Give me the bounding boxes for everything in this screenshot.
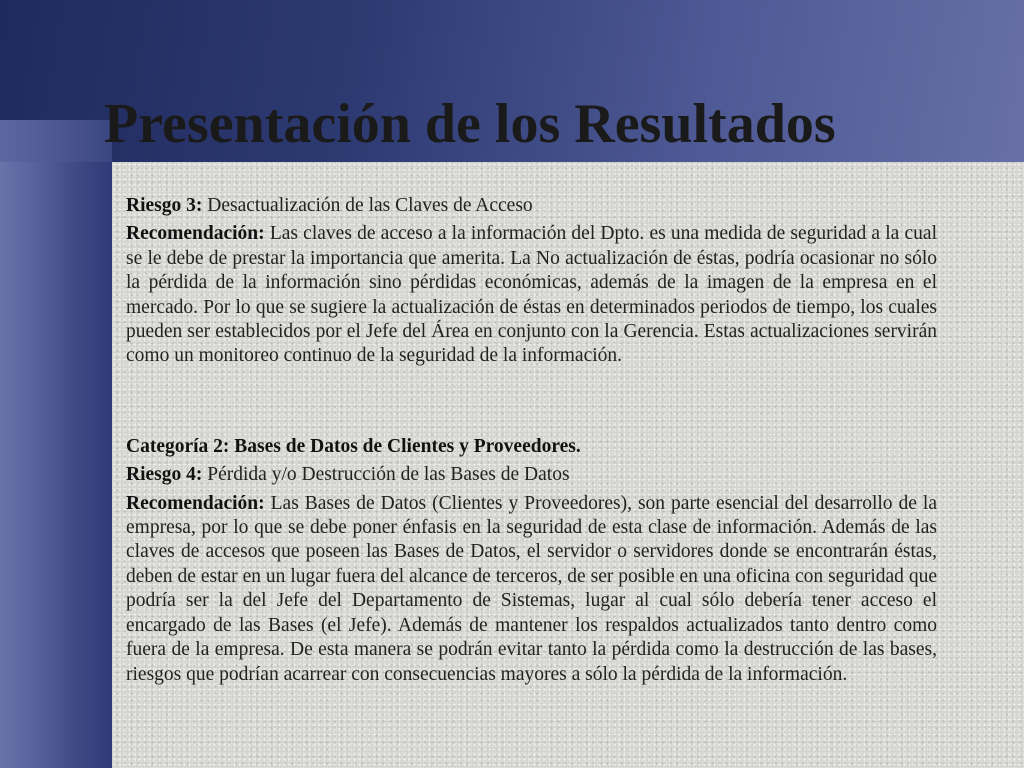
recomendacion-1-label: Recomendación: xyxy=(126,223,265,245)
paragraph-spacer xyxy=(126,373,937,435)
categoria-2-paragraph xyxy=(126,435,937,459)
riesgo-4-paragraph xyxy=(126,463,937,487)
riesgo-3-label: Riesgo 3: xyxy=(126,195,203,216)
left-sidebar-band xyxy=(0,162,112,768)
slide-title: Presentación de los Resultados xyxy=(104,93,836,155)
categoria-2-heading: Categoría 2: Bases de Datos de Clientes y Proveedores. xyxy=(126,435,581,457)
recomendacion-1-paragraph xyxy=(126,222,937,368)
riesgo-3-text: Desactualización de las Claves de Acceso xyxy=(202,195,533,216)
recomendacion-1-text: Las claves de acceso a la información del Dpto. es una medida de seguridad a la cual se le debe de prestar la importancia que amerita. La No actualización de éstas, podría ocasionar no sólo la pérdida de la información sino pérdidas económicas, además de la imagen de la empresa en el mercado. Por lo que se sugiere la actualización de éstas en determinados periodos de tiempo, los cuales pueden ser establecidos por el Jefe del Área en conjunto con la Gerencia. Estas actualizaciones servirán como un monitoreo continuo de la seguridad de la información. xyxy=(126,223,937,367)
slide-body xyxy=(126,194,937,691)
riesgo-3-paragraph xyxy=(126,194,937,218)
left-band-top xyxy=(0,120,112,162)
recomendacion-2-label: Recomendación: xyxy=(126,492,265,514)
riesgo-4-label: Riesgo 4: xyxy=(126,464,203,486)
recomendacion-2-paragraph xyxy=(126,492,937,687)
recomendacion-2-text: Las Bases de Datos (Clientes y Proveedores), son parte esencial del desarrollo de la empresa, por lo que se debe poner énfasis en la seguridad de esta clase de información. Además de las claves de accesos que poseen las Bases de Datos, el servidor o servidores donde se encontrarán éstas, deben de estar en un lugar fuera del alcance de terceros, de ser posible en una oficina con seguridad que podría ser la del Jefe del Departamento de Sistemas, lugar al cual sólo debería tener acceso el encargado de las Bases (el Jefe). Además de mantener los respaldos actualizados tanto dentro como fuera de la empresa. De esta manera se podrán evitar tanto la pérdida como la destrucción de las bases, riesgos que podrían acarrear con consecuencias mayores a sólo la pérdida de la información. xyxy=(126,492,937,685)
riesgo-4-text: Pérdida y/o Destrucción de las Bases de Datos xyxy=(202,464,570,486)
